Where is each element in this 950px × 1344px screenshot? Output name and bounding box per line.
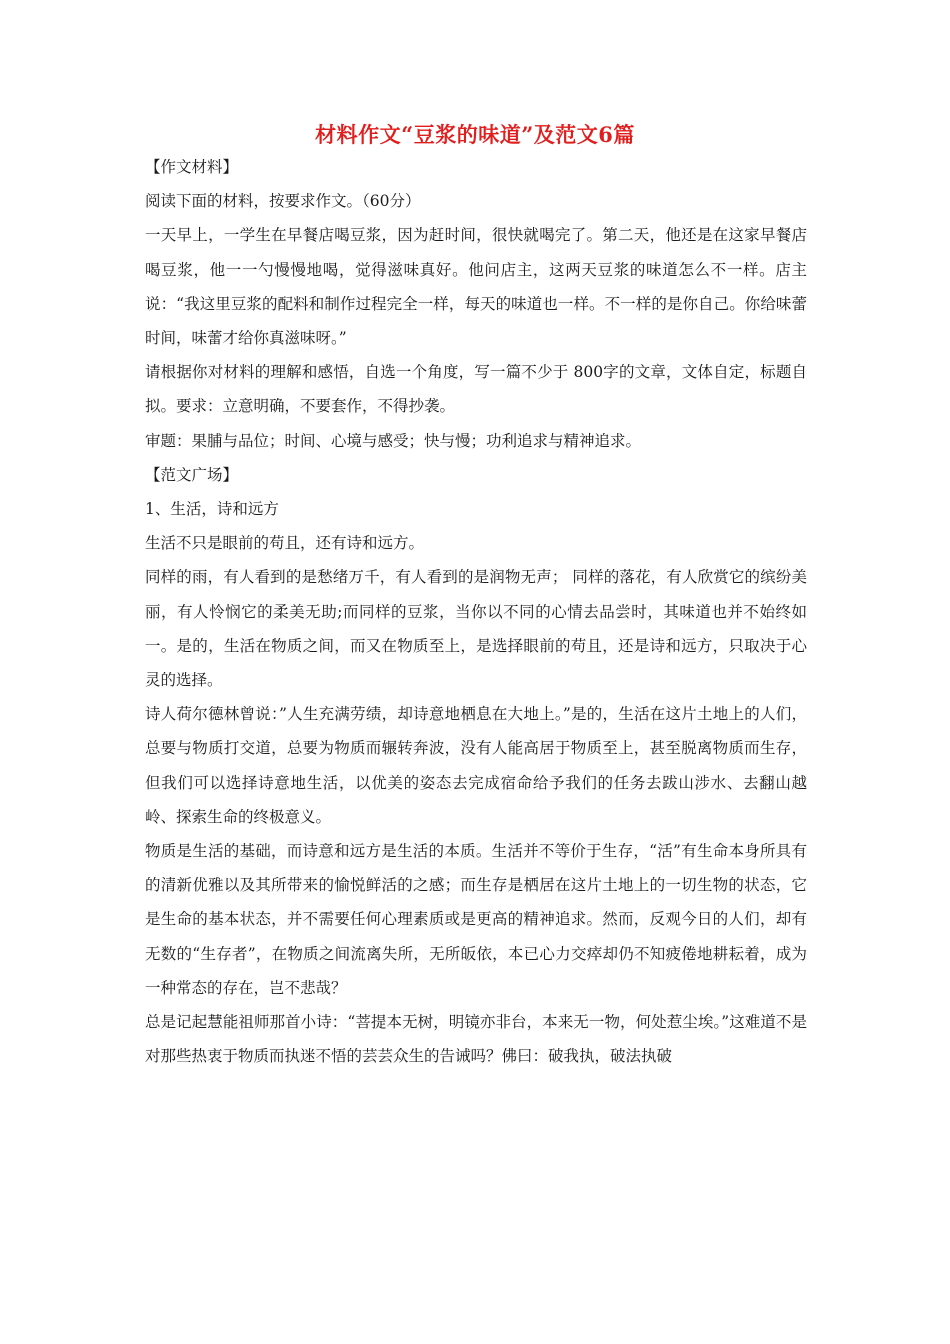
essay-paragraph: 物质是生活的基础，而诗意和远方是生活的本质。生活并不等价于生存，“活”有生命本身所具有的清新优雅以及其所带来的愉悦鲜活的之感；而生存是栖居在这片土地上的一切生物的状态，它是生命的基本状态，并不需要任何心理素质或是更高的精神追求。然而，反观今日的人们，却有无数的“生存者”，在物质之间流离失所，无所皈依，本已心力交瘁却仍不知疲倦地耕耘着，成为一种常态的存在，岂不悲哉？ [145, 842, 807, 997]
instruction-text: 阅读下面的材料，按要求作文。（60分） [145, 192, 421, 211]
essay-paragraph: 生活不只是眼前的苟且，还有诗和远方。 [145, 534, 425, 553]
essay-paragraph: 诗人荷尔德林曾说：”人生充满劳绩，却诗意地栖息在大地上。”是的，生活在这片土地上的人们，总要与物质打交道，总要为物质而辗转奔波，没有人能高居于物质至上，甚至脱离物质而生存，但我们可以选择诗意地生活，以优美的姿态去完成宿命给予我们的任务去跋山涉水、去翻山越岭、探索生命的终极意义。 [145, 705, 807, 826]
essays-heading: 【范文广场】 [145, 465, 239, 484]
material-paragraph: 一天早上，一学生在早餐店喝豆浆，因为赶时间，很快就喝完了。第二天，他还是在这家早餐店喝豆浆，他一一勺慢慢地喝，觉得滋味真好。他问店主，这两天豆浆的味道怎么不一样。店主说：“我这里豆浆的配料和制作过程完全一样，每天的味道也一样。不一样的是你自己。你给味蕾时间，味蕾才给你真滋味呀。” [145, 226, 807, 348]
essay-title: 1、生活，诗和远方 [145, 500, 279, 519]
material-heading: 【作文材料】 [145, 158, 239, 176]
requirement-paragraph: 请根据你对材料的理解和感悟，自选一个角度，写一篇不少于 800字的文章，文体自定，标题自拟。要求：立意明确，不要套作，不得抄袭。 [145, 363, 807, 416]
document-body [145, 150, 807, 1073]
document-title: 材料作文“豆浆的味道”及范文6篇 [315, 122, 635, 147]
essay-paragraph: 同样的雨，有人看到的是愁绪万千，有人看到的是润物无声； 同样的落花，有人欣赏它的缤纷美丽，有人怜悯它的柔美无助;而同样的豆浆，当你以不同的心情去品尝时，其味道也并不始终如一。是的，生活在物质之间，而又在物质至上，是选择眼前的苟且，还是诗和远方，只取决于心灵的选择。 [145, 568, 807, 690]
essay-paragraph: 总是记起慧能祖师那首小诗：“菩提本无树，明镜亦非台，本来无一物，何处惹尘埃。”这难道不是对那些热衷于物质而执迷不悟的芸芸众生的告诫吗？佛曰：破我执，破法执破 [145, 1013, 807, 1066]
analysis-paragraph: 审题：果脯与品位；时间、心境与感受；快与慢；功利追求与精神追求。 [145, 431, 642, 450]
